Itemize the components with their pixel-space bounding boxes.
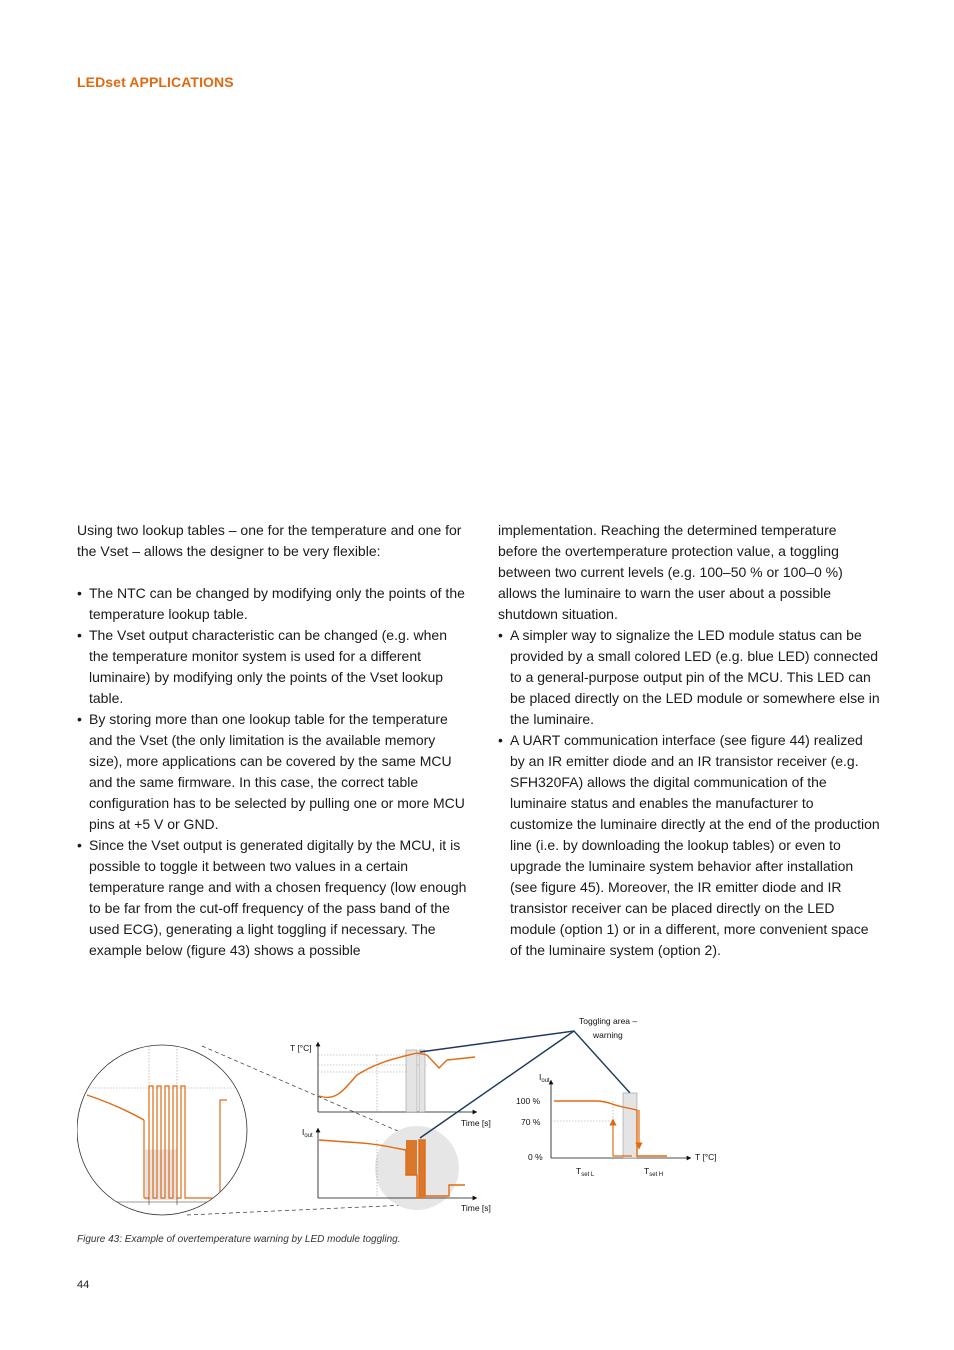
bullet-item: • The NTC can be changed by modifying only the points of the temperature lookup table. — [77, 583, 467, 625]
iout-temperature-plot — [516, 1072, 717, 1178]
section-title: LEDset APPLICATIONS — [77, 74, 234, 90]
continuation-paragraph: implementation. Reaching the determined temperature before the overtemperature protection value, a toggling between two current levels (e.g. 100–50 % or 100–0 %) allows the luminaire to warn the user about a possible shutdown situation. — [498, 522, 843, 622]
tick-label-100: 100 % — [516, 1096, 541, 1106]
bullet-item: • By storing more than one lookup table for the temperature and the Vset (the only limitation is the available memory size), more applications can be covered by the same MCU and the same firmware. In this case, the correct table configuration has to be selected by pulling one or more MCU pins at +5 V or GND. — [77, 709, 467, 835]
right-column — [498, 520, 880, 961]
iout-xlabel: Time [s] — [461, 1203, 491, 1213]
char-xlabel: T [°C] — [695, 1152, 717, 1162]
figure-diagram — [77, 1010, 877, 1225]
callout-text-line1: Toggling area – — [579, 1016, 638, 1026]
iout-ylabel: $I_{out}$ — [302, 1127, 313, 1139]
tick-label-0: 0 % — [528, 1152, 543, 1162]
temperature-plot — [290, 1043, 491, 1128]
zoom-connector-bottom — [187, 1205, 407, 1215]
bullet-item: • A simpler way to signalize the LED module status can be provided by a small colored LED (e.g. blue LED) connected to a general-purpose output pin of the MCU. This LED can be placed directly on the LED module or somewhere else in the luminaire. — [498, 625, 880, 730]
callout-text-line2: warning — [593, 1030, 623, 1040]
tick-label-tset-h: $T_{set H}$ — [644, 1166, 664, 1178]
temp-ylabel: T [°C] — [290, 1043, 312, 1053]
tick-label-tset-l: $T_{set L}$ — [576, 1166, 595, 1178]
iout-time-plot — [302, 1126, 491, 1213]
intro-paragraph: Using two lookup tables – one for the temperature and one for the Vset – allows the designer to be very flexible: — [77, 522, 462, 559]
char-ylabel: $I_{out}$ — [539, 1072, 550, 1084]
bullet-item: • A UART communication interface (see figure 44) realized by an IR emitter diode and an IR transistor receiver (e.g. SFH320FA) allows the digital communication of the luminaire status and enables the manufacturer to customize the luminaire directly at the end of the production line (i.e. by downloading the lookup tables) or even to upgrade the luminaire system behavior after installation (see figure 45). Moreover, the IR emitter diode and IR transistor receiver can be placed directly on the LED module (option 1) or in a different, more convenient space of the luminaire system (option 2). — [498, 730, 880, 961]
left-column — [77, 520, 467, 961]
figure-caption: Figure 43: Example of overtemperature warning by LED module toggling. — [77, 1234, 401, 1245]
temp-xlabel: Time [s] — [461, 1118, 491, 1128]
page-number: 44 — [77, 1279, 90, 1291]
tick-label-70: 70 % — [521, 1117, 541, 1127]
figure-43 — [77, 1010, 877, 1225]
bullet-item: • The Vset output characteristic can be changed (e.g. when the temperature monitor system is used for a different luminaire) by modifying only the points of the Vset lookup table. — [77, 625, 467, 709]
zoom-circle — [77, 1040, 247, 1215]
bullet-item: • Since the Vset output is generated digitally by the MCU, it is possible to toggle it between two values in a certain temperature range and with a chosen frequency (low enough to be far from the cut-off frequency of the pass band of the used ECG), generating a light toggling if necessary. The example below (figure 43) shows a possible — [77, 835, 467, 961]
